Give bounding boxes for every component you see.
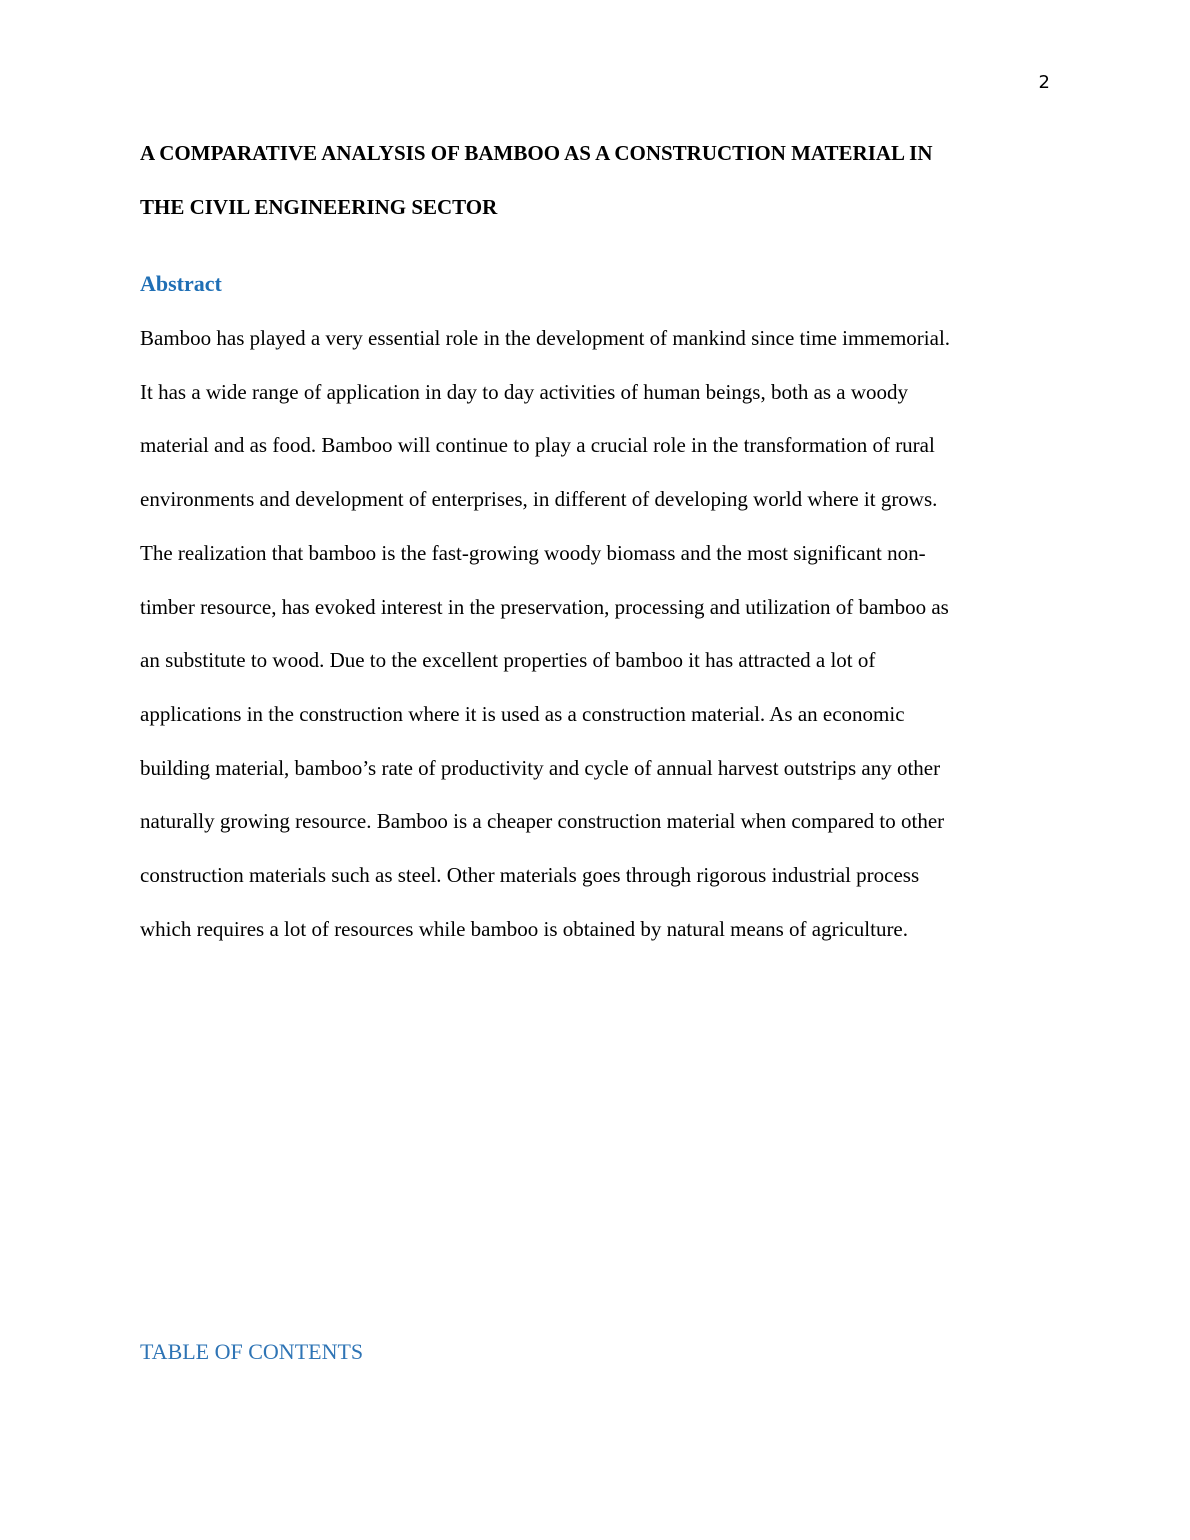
title-line: A COMPARATIVE ANALYSIS OF BAMBOO AS A CONSTRUCTION MATERIAL IN [140, 141, 933, 165]
abstract-line: building material, bamboo’s rate of productivity and cycle of annual harvest outstrips any other [140, 755, 941, 780]
abstract-line: timber resource, has evoked interest in the preservation, processing and utilization of bamboo as [140, 594, 949, 619]
abstract-line: Bamboo has played a very essential role in the development of mankind since time immemorial. [140, 326, 951, 350]
abstract-line: construction materials such as steel. Other materials goes through rigorous industrial process [140, 863, 920, 888]
abstract-paragraph [140, 312, 1060, 956]
page-number: 2 [1038, 72, 1050, 93]
abstract-line: material and as food. Bamboo will continue to play a crucial role in the transformation of rural [140, 433, 935, 458]
abstract-line: naturally growing resource. Bamboo is a cheaper construction material when compared to other [140, 809, 945, 834]
document-title [140, 126, 1060, 234]
abstract-line: applications in the construction where it is used as a construction material. As an economic [140, 701, 905, 726]
abstract-line: which requires a lot of resources while bamboo is obtained by natural means of agriculture. [140, 916, 909, 941]
abstract-line: It has a wide range of application in day to day activities of human beings, both as a woody [140, 379, 909, 404]
abstract-line: environments and development of enterprises, in different of developing world where it grows. [140, 487, 938, 512]
abstract-line: an substitute to wood. Due to the excellent properties of bamboo it has attracted a lot of [140, 648, 876, 673]
title-line: THE CIVIL ENGINEERING SECTOR [140, 195, 498, 219]
abstract-heading: Abstract [140, 271, 222, 296]
table-of-contents-heading: TABLE OF CONTENTS [140, 1339, 364, 1364]
abstract-line: The realization that bamboo is the fast-growing woody biomass and the most significant non- [140, 540, 926, 565]
